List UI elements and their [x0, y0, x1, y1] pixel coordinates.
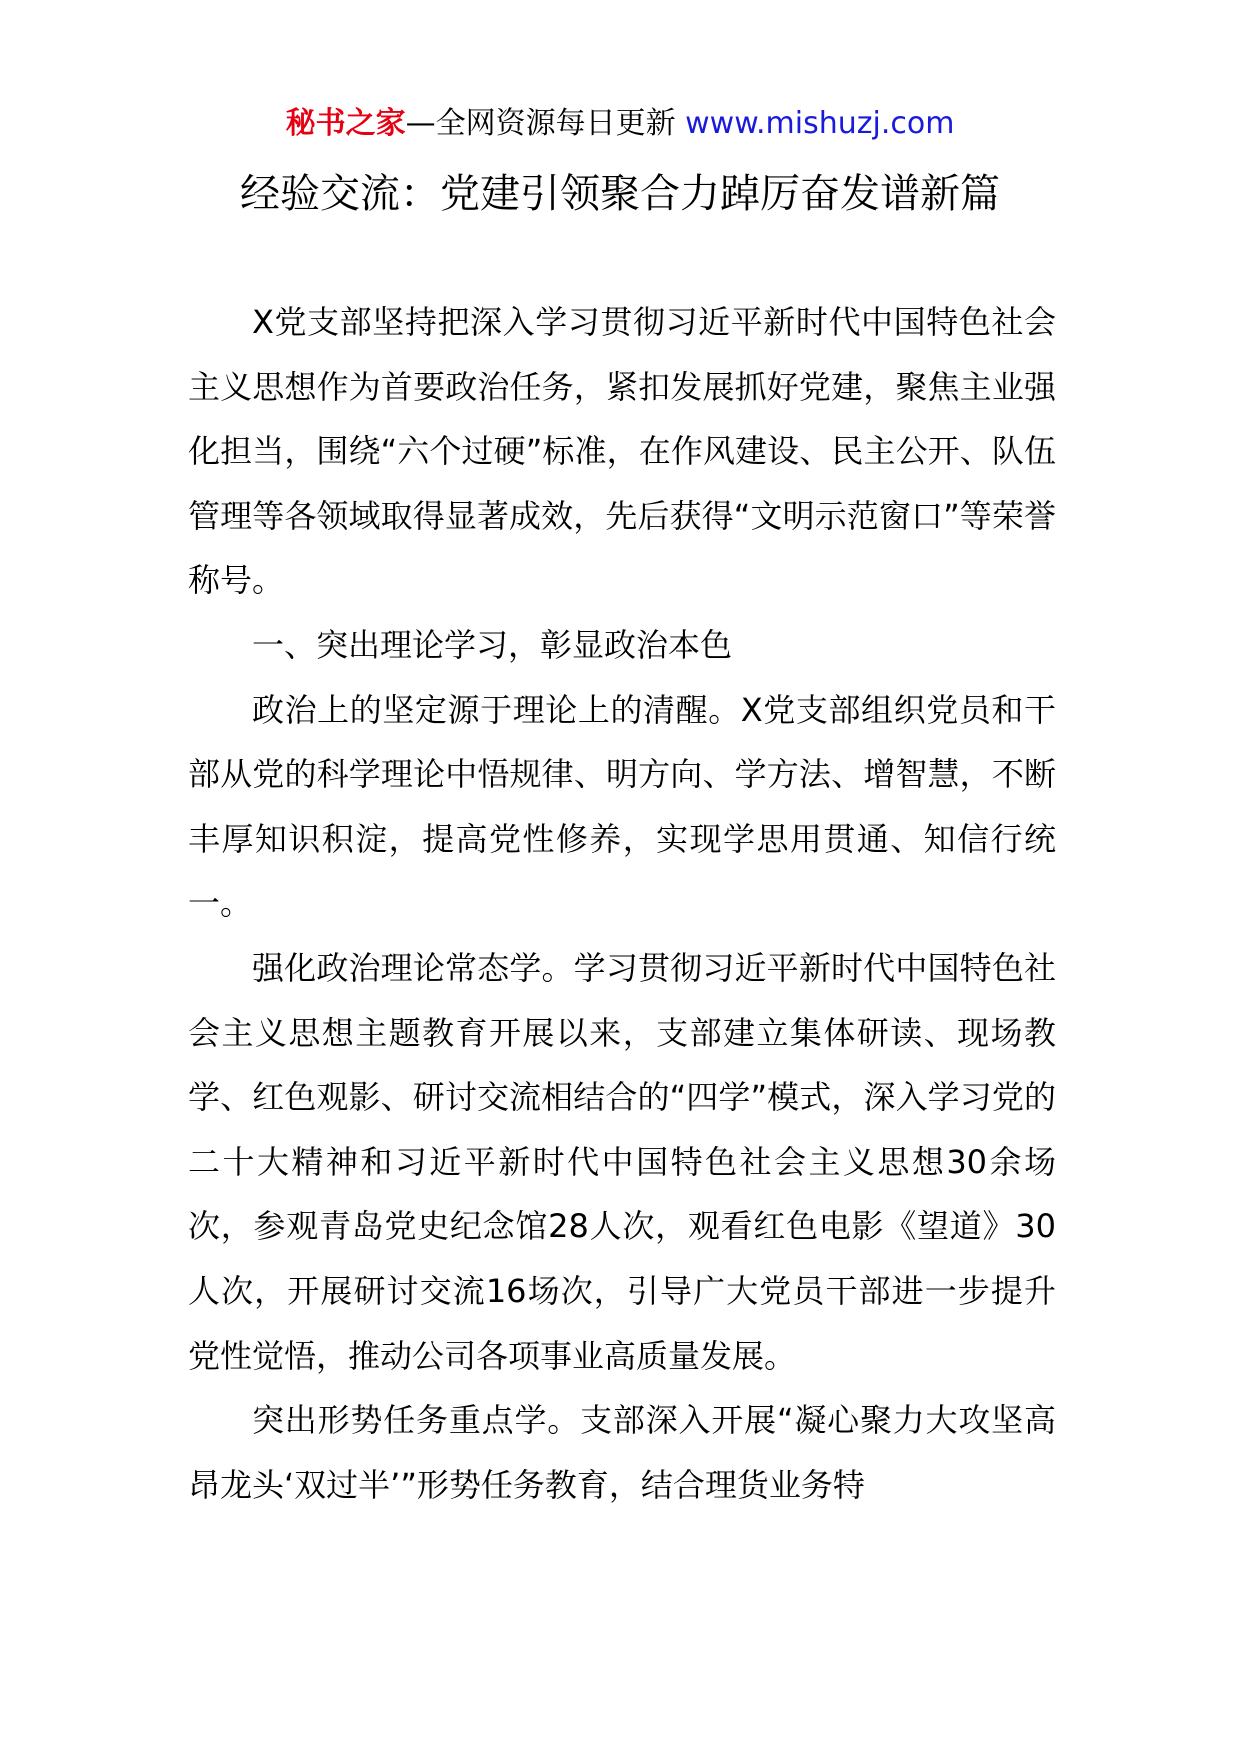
site-url-link[interactable]: www.mishuzj.com — [685, 106, 955, 141]
site-header — [0, 102, 1240, 146]
site-slogan: —全网资源每日更新 — [405, 106, 676, 141]
document-title: 经验交流：党建引领聚合力踔厉奋发谱新篇 — [240, 171, 1000, 217]
paragraph-intro: X党支部坚持把深入学习贯彻习近平新时代中国特色社会主义思想作为首要政治任务，紧扣发展抓好党建，聚焦主业强化担当，围绕“六个过硬”标准，在作风建设、民主公开、队伍管理等各领域取得显著成效，先后获得“文明示范窗口”等荣誉称号。 — [188, 303, 1056, 600]
document-body — [188, 290, 1056, 1517]
paragraph-study: 强化政治理论常态学。学习贯彻习近平新时代中国特色社会主义思想主题教育开展以来，支部建立集体研读、现场教学、红色观影、研讨交流相结合的“四学”模式，深入学习党的二十大精神和习近平新时代中国特色社会主义思想30余场次，参观青岛党史纪念馆28人次，观看红色电影《望道》30人次，开展研讨交流16场次，引导广大党员干部进一步提升党性觉悟，推动公司各项事业高质量发展。 — [188, 948, 1056, 1375]
paragraph-situation: 突出形势任务重点学。支部深入开展“凝心聚力大攻坚高昂龙头‘双过半’”形势任务教育，结合理货业务特 — [188, 1401, 1056, 1504]
paragraph-theory: 政治上的坚定源于理论上的清醒。X党支部组织党员和干部从党的科学理论中悟规律、明方向、学方法、增智慧，不断丰厚知识积淀，提高党性修养，实现学思用贯通、知信行统一。 — [188, 690, 1056, 923]
section-heading-1: 一、突出理论学习，彰显政治本色 — [252, 625, 733, 664]
site-brand: 秘书之家 — [285, 106, 406, 141]
